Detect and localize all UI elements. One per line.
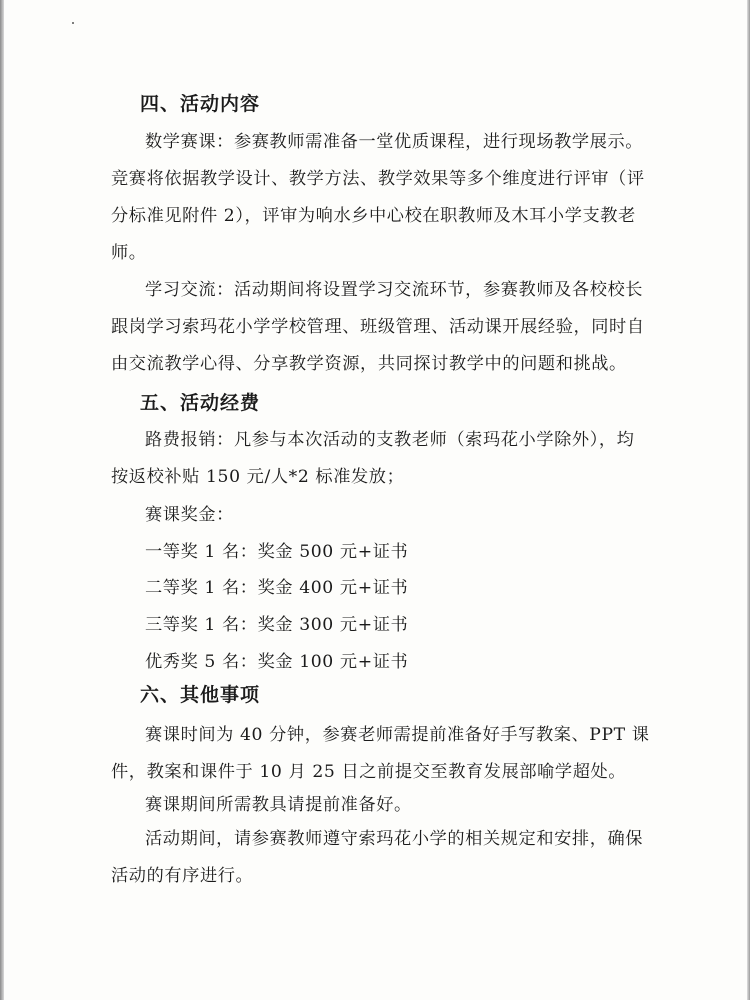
scan-speck	[72, 22, 74, 24]
prize-second: 二等奖 1 名：奖金 400 元+证书	[145, 578, 409, 598]
section5-heading: 五、活动经费	[140, 392, 261, 414]
prize-third: 三等奖 1 名：奖金 300 元+证书	[145, 615, 409, 635]
section4-p1-line2: 竞赛将依据教学设计、教学方法、教学效果等多个维度进行评审（评	[111, 169, 645, 189]
section4-heading: 四、活动内容	[140, 93, 261, 115]
prize-first: 一等奖 1 名：奖金 500 元+证书	[145, 542, 409, 562]
section6-p3-line1: 活动期间，请参赛教师遵守索玛花小学的相关规定和安排，确保	[145, 829, 644, 849]
section5-prize-title: 赛课奖金：	[145, 505, 234, 525]
section5-travel-line1: 路费报销：凡参与本次活动的支教老师（索玛花小学除外），均	[145, 430, 635, 450]
section6-p3-line2: 活动的有序进行。	[111, 866, 254, 886]
prize-excellence: 优秀奖 5 名：奖金 100 元+证书	[145, 652, 409, 672]
scan-edge-left	[0, 0, 4, 1000]
section6-p1-line2: 件，教案和课件于 10 月 25 日之前提交至教育发展部喻学超处。	[111, 762, 627, 782]
section4-p2-line2: 跟岗学习索玛花小学学校管理、班级管理、活动课开展经验，同时自	[111, 317, 645, 337]
section4-p2-line1: 学习交流：活动期间将设置学习交流环节，参赛教师及各校校长	[145, 280, 644, 300]
section4-p2-line3: 由交流教学心得、分享教学资源，共同探讨教学中的问题和挑战。	[111, 354, 627, 374]
section5-travel-line2: 按返校补贴 150 元/人*2 标准发放；	[111, 467, 405, 487]
section6-p1-line1: 赛课时间为 40 分钟，参赛老师需提前准备好手写教案、PPT 课	[145, 725, 650, 745]
section4-p1-line4: 师。	[111, 243, 147, 263]
section6-heading: 六、其他事项	[140, 684, 261, 706]
section6-p2: 赛课期间所需教具请提前准备好。	[145, 795, 412, 815]
section4-p1-line1: 数学赛课：参赛教师需准备一堂优质课程，进行现场教学展示。	[145, 132, 644, 152]
section4-p1-line3: 分标准见附件 2），评审为响水乡中心校在职教师及木耳小学支教老	[111, 206, 636, 226]
